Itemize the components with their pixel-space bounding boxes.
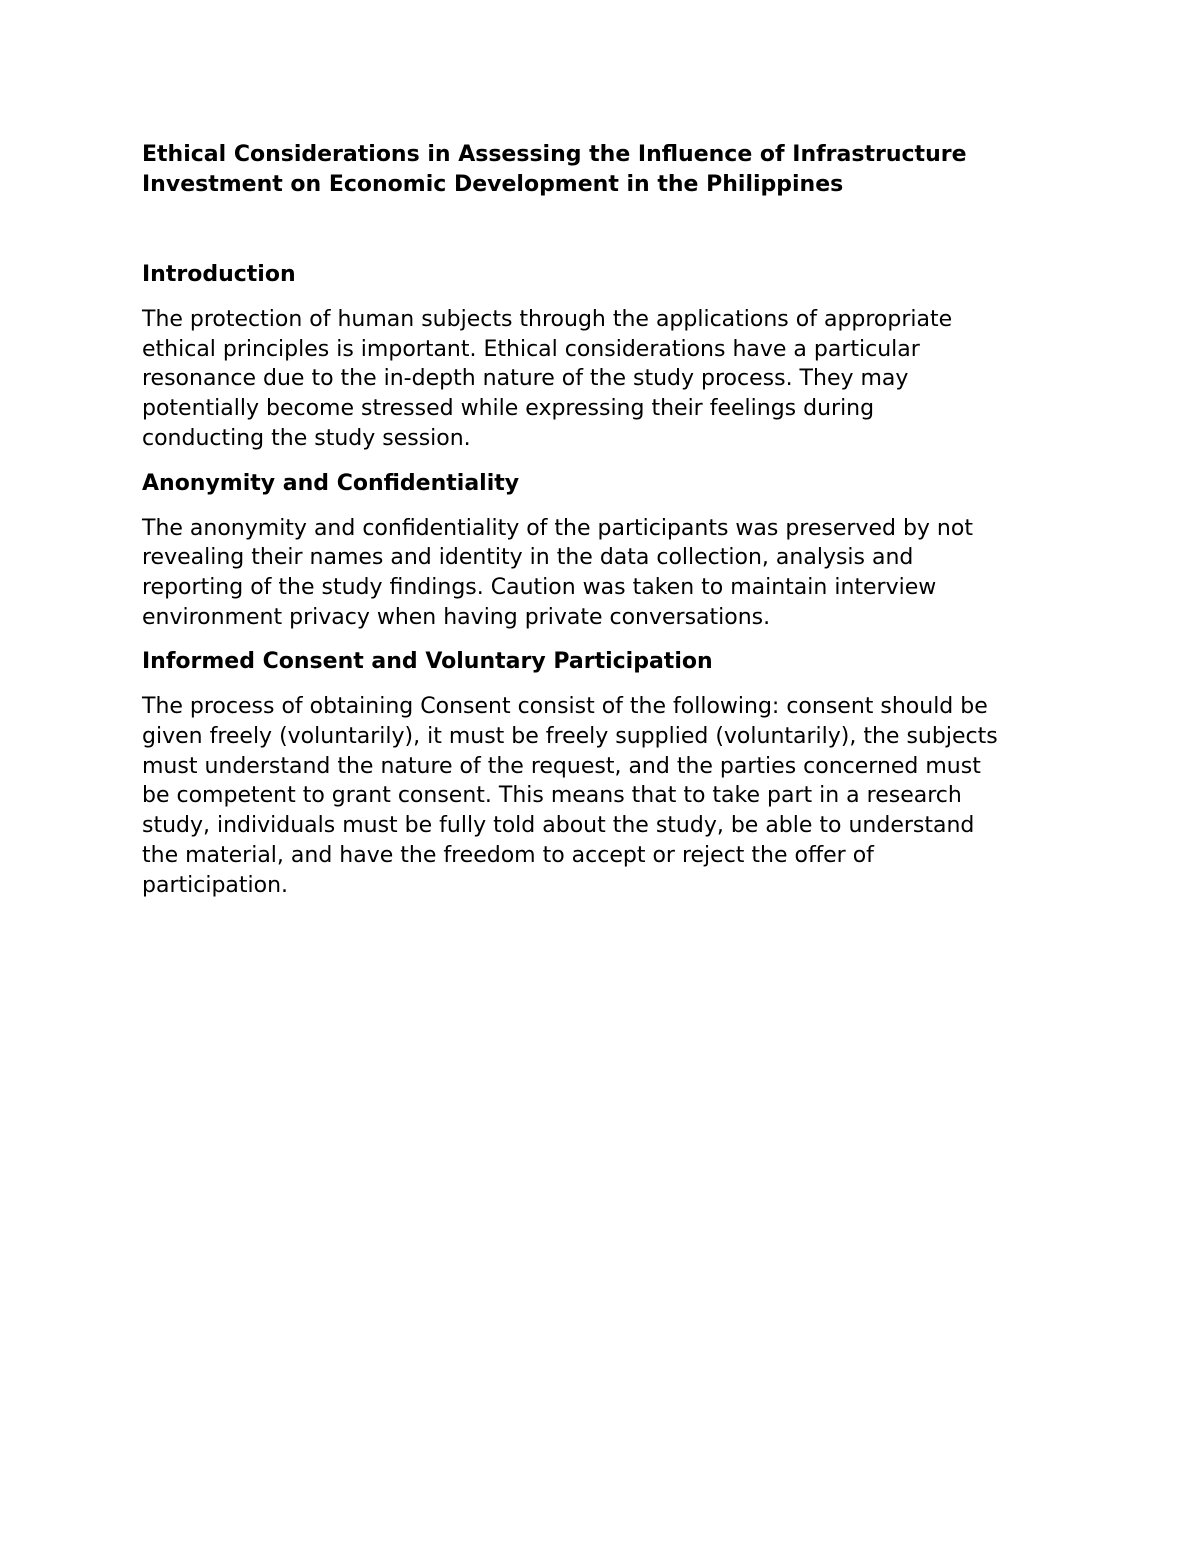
body-line: conducting the study session. [142, 425, 471, 451]
section-heading: Informed Consent and Voluntary Participation [142, 649, 713, 675]
document-title-line: Ethical Considerations in Assessing the Influence of Infrastructure [142, 142, 967, 167]
body-line: revealing their names and identity in the data collection, analysis and [142, 545, 914, 571]
document-page [142, 140, 1082, 915]
document-title-line: Investment on Economic Development in the Philippines [142, 172, 844, 197]
section-anonymity [142, 469, 1082, 633]
section-heading: Introduction [142, 262, 296, 287]
section-heading: Anonymity and Confidentiality [142, 470, 520, 496]
body-line: ethical principles is important. Ethical considerations have a particular [142, 336, 920, 362]
section-informed-consent [142, 647, 1082, 900]
body-line: be competent to grant consent. This means that to take part in a research [142, 783, 962, 809]
document-title [142, 140, 1082, 200]
body-line: given freely (voluntarily), it must be freely supplied (voluntarily), the subjects [142, 724, 998, 750]
body-line: resonance due to the in-depth nature of the study process. They may [142, 366, 909, 392]
body-line: study, individuals must be fully told about the study, be able to understand [142, 813, 975, 839]
body-line: environment privacy when having private conversations. [142, 604, 771, 630]
section-body [142, 305, 1082, 454]
body-line: potentially become stressed while expressing their feelings during [142, 396, 875, 422]
body-line: the material, and have the freedom to accept or reject the offer of [142, 842, 874, 868]
section-body [142, 692, 1082, 900]
body-line: The process of obtaining Consent consist of the following: consent should be [142, 694, 988, 720]
body-line: reporting of the study findings. Caution was taken to maintain interview [142, 574, 937, 600]
body-line: participation. [142, 872, 289, 898]
section-body [142, 514, 1082, 633]
body-line: must understand the nature of the request, and the parties concerned must [142, 753, 981, 779]
body-line: The protection of human subjects through the applications of appropriate [142, 307, 953, 332]
section-introduction [142, 260, 1082, 454]
body-line: The anonymity and confidentiality of the participants was preserved by not [142, 515, 973, 541]
